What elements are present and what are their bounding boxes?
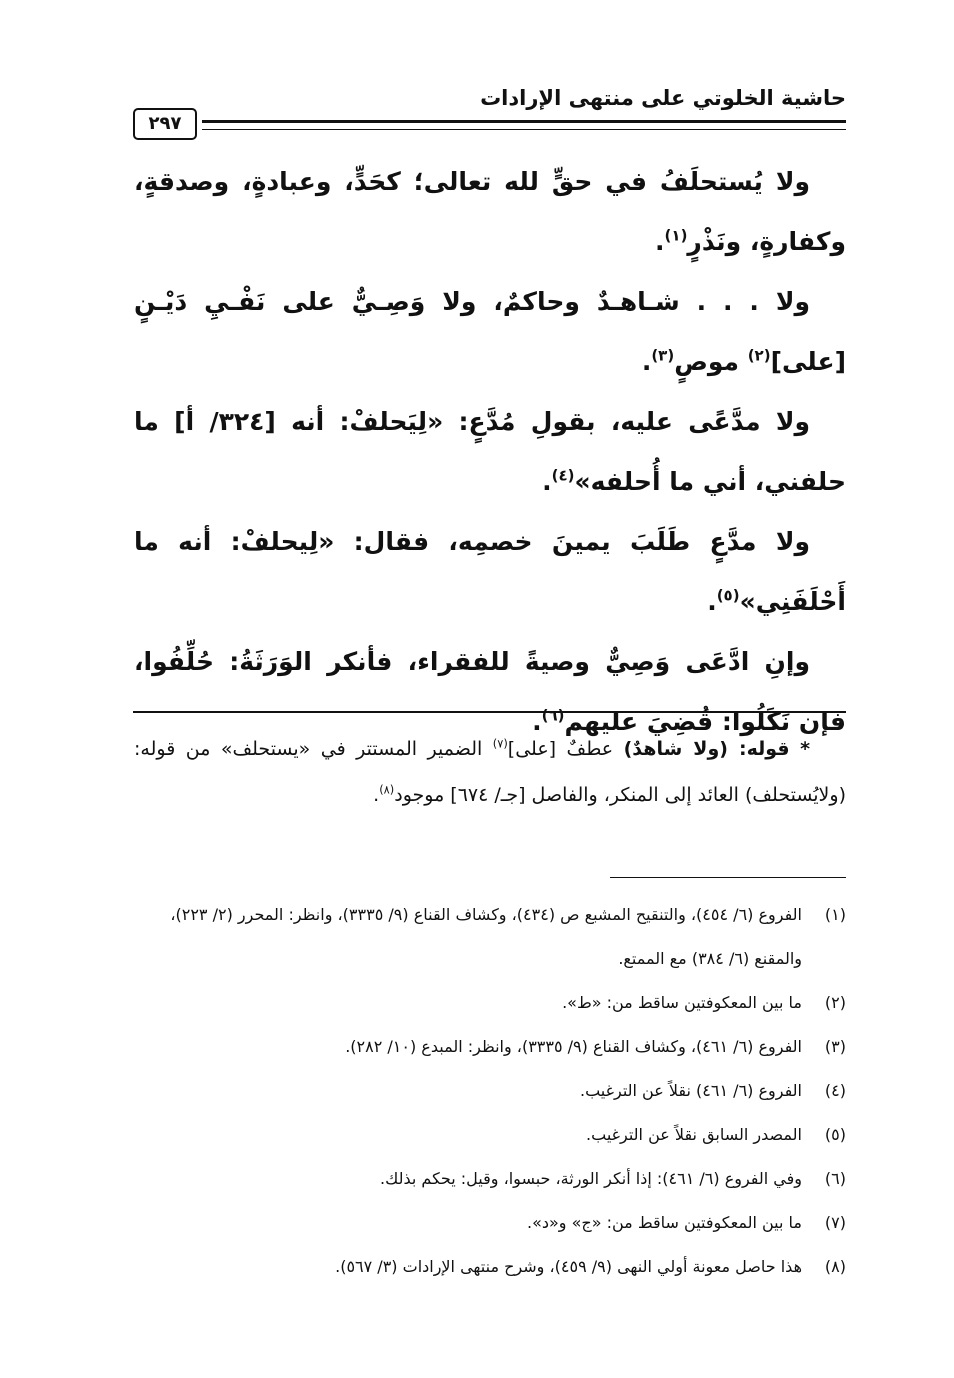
- page-number: ٢٩٧: [133, 108, 197, 140]
- commentary-lemma: قوله: (ولا شاهدٌ): [623, 738, 790, 760]
- footnote-ref: (٣): [651, 346, 675, 365]
- main-paragraph-2: [134, 272, 846, 392]
- footnote-text: وفي الفروع (٦/ ٤٦١): إذا أنكر الورثة، حبسوا، وقيل: يحكم بذلك.: [380, 1169, 802, 1188]
- commentary-separator: [133, 711, 846, 713]
- footnote-number: (٤): [824, 1081, 846, 1100]
- commentary-end: .: [373, 784, 380, 806]
- footnote-text: هذا حاصل معونة أولي النهى (٩/ ٤٥٩)، وشرح منتهى الإرادات (٣/ ٥٦٧).: [335, 1257, 802, 1276]
- paragraph-end: .: [707, 587, 717, 616]
- footnote-2: [134, 981, 846, 1025]
- footnote-ref: (٥): [716, 586, 740, 605]
- paragraph-end: .: [532, 707, 542, 736]
- paragraph-text: ولا مدَّعًى عليه، بقولِ مُدَّعٍ: «لِيَحلفْ: أنه [٣٢٤/ أ] ما حلفني، أني ما أُحلفه»: [134, 407, 846, 496]
- main-paragraph-3: [134, 392, 846, 512]
- main-text: [134, 152, 846, 752]
- main-paragraph-1: [134, 152, 846, 272]
- footnote-text: الفروع (٦/ ٤٦١) نقلاً عن الترغيب.: [580, 1081, 802, 1100]
- footnote-text: ما بين المعكوفتين ساقط من: «ج» و«د».: [527, 1213, 802, 1232]
- footnote-7: [134, 1201, 846, 1245]
- footnote-5: [134, 1113, 846, 1157]
- running-title: حاشية الخلوتي على منتهى الإرادات: [480, 86, 846, 110]
- footnote-rule: [610, 877, 846, 878]
- paragraph-end: .: [641, 347, 652, 376]
- footnote-6: [134, 1157, 846, 1201]
- footnote-text: الفروع (٦/ ٤٥٤)، والتنقيح المشبع ص (٤٣٤)، وكشاف القناع (٩/ ٣٣٣٥)، وانظر: المحرر (٢/ ٢٢٣)، والمقنع (٦/ ٣٨٤) مع الممتع.: [170, 905, 802, 968]
- paragraph-end: .: [655, 227, 665, 256]
- paragraph-text: وإنِ ادَّعَى وَصِيٌّ وصيةً للفقراء، فأنكر الوَرَثَةُ: حُلِّفُوا، فإن نَكَلُوا: قُضِيَ عليهم: [134, 647, 846, 736]
- footnote-number: (١): [824, 905, 846, 924]
- footnote-4: [134, 1069, 846, 1113]
- footnote-8: [134, 1245, 846, 1289]
- commentary-paragraph: [134, 726, 846, 818]
- footnote-text: الفروع (٦/ ٤٦١)، وكشاف القناع (٩/ ٣٣٣٥)، وانظر: المبدع (١٠/ ٢٨٢).: [345, 1037, 802, 1056]
- footnote-number: (٧): [824, 1213, 846, 1232]
- paragraph-text: ولا مدَّعٍ طَلَبَ يمينَ خصمِه، فقال: «لِيحلفْ: أنه ما أَحْلَفَنِي»: [134, 527, 846, 616]
- paragraph-end: .: [542, 467, 552, 496]
- footnote-text: ما بين المعكوفتين ساقط من: «ط».: [562, 993, 802, 1012]
- footnote-number: (٦): [824, 1169, 846, 1188]
- star-marker: *: [800, 738, 810, 760]
- footnote-ref: (٧): [492, 736, 508, 751]
- paragraph-text: ولا يُستحلَفُ في حقٍّ لله تعالى؛ كحَدٍّ، وعبادةٍ، وصدقةٍ، وكفارةٍ، ونَذْرٍ: [134, 167, 846, 256]
- commentary-text: الضمير المستتر في «يستحلف» من قوله: (ولايُستحلف) العائد إلى المنكر، والفاصل [جـ/ ٦٧٤] موجود: [134, 738, 846, 806]
- footnote-text: المصدر السابق نقلاً عن الترغيب.: [586, 1125, 802, 1144]
- footnote-1: [134, 893, 846, 981]
- footnote-number: (٥): [824, 1125, 846, 1144]
- main-paragraph-4: [134, 512, 846, 632]
- footnote-3: [134, 1025, 846, 1069]
- header-rule: [202, 120, 846, 130]
- commentary-text: عطفٌ [على]: [507, 738, 624, 760]
- footnote-ref: (١): [664, 226, 688, 245]
- footnote-ref: (٤): [551, 466, 575, 485]
- footnote-number: (٢): [824, 993, 846, 1012]
- footnote-ref: (٢): [747, 346, 771, 365]
- footnote-ref: (٨): [379, 782, 395, 797]
- commentary: [134, 726, 846, 818]
- paragraph-text: ولا . . . شـاهـدٌ وحاكمٌ، ولا وَصِـيٌّ على نَفْـيِ دَيْـنٍ [على]: [134, 287, 846, 376]
- paragraph-text: موصٍ: [674, 347, 748, 376]
- footnote-number: (٨): [824, 1257, 846, 1276]
- footnote-number: (٣): [824, 1037, 846, 1056]
- footnotes: [134, 893, 846, 1289]
- footnote-ref: (٦): [541, 706, 565, 725]
